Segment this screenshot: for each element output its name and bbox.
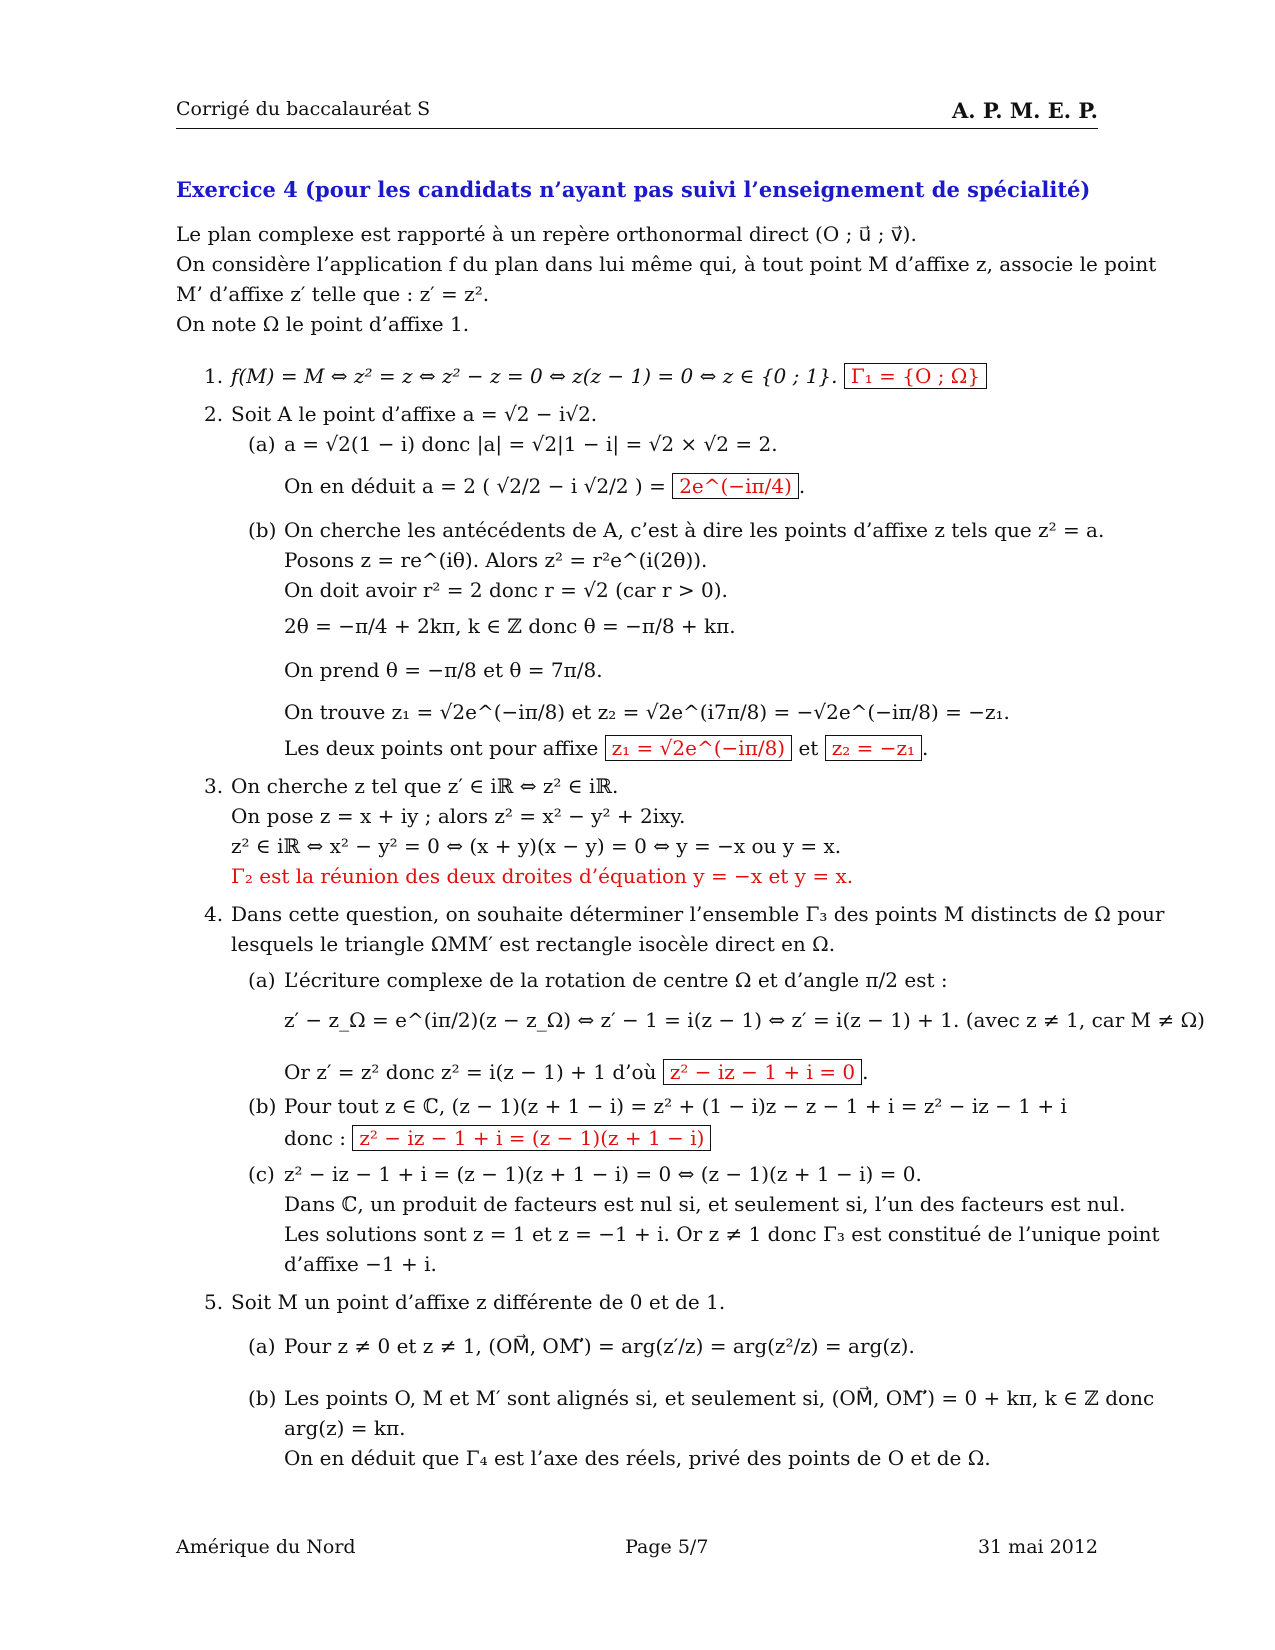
math-line-with-answer: Les deux points ont pour affixe z₁ = √2e^(−iπ/8) et z₂ = −z₁ .: [284, 736, 929, 760]
boxed-answer: z² − iz − 1 + i = (z − 1)(z + 1 − i): [352, 1125, 711, 1151]
question-text: f(M) = M ⇔ z² = z ⇔ z² − z = 0 ⇔ z(z − 1) = 0 ⇔ z ∈ {0 ; 1}.: [231, 364, 838, 388]
exercise-content: [176, 175, 1205, 1473]
boxed-answer: z₁ = √2e^(−iπ/8): [605, 735, 792, 761]
sub-label: (b): [248, 518, 277, 542]
math-line-with-answer: Or z′ = z² donc z² = i(z − 1) + 1 d’où z² − iz − 1 + i = 0 .: [284, 1060, 869, 1084]
question-number: 2.: [204, 402, 224, 426]
footer-date: 31 mai 2012: [977, 1536, 1098, 1558]
boxed-answer: z₂ = −z₁: [825, 735, 922, 761]
page-header: [176, 98, 1098, 129]
math-line: z² ∈ iℝ ⇔ x² − y² = 0 ⇔ (x + y)(x − y) = 0 ⇔ y = −x ou y = x.: [231, 834, 842, 858]
sub-question-2b: [176, 515, 1105, 763]
math-text: et: [798, 736, 819, 760]
sub-label: (a): [248, 432, 276, 456]
sub-question-5b: [176, 1383, 1155, 1473]
math-line: On cherche les antécédents de A, c’est à dire les points d’affixe z tels que z² = a.: [284, 518, 1105, 542]
question-number: 4.: [204, 902, 224, 926]
intro-line: M’ d’affixe z′ telle que : z′ = z².: [176, 282, 490, 306]
sub-question-4a: [176, 965, 1205, 1087]
exercise-title: Exercice 4 (pour les candidats n’ayant pas suivi l’enseignement de spécialité): [176, 177, 1091, 202]
math-line: On pose z = x + iy ; alors z² = x² − y² + 2ixy.: [231, 804, 686, 828]
sub-label: (a): [248, 968, 276, 992]
question-number: 5.: [204, 1290, 224, 1314]
question-5: [176, 1287, 1098, 1317]
boxed-answer: Γ₁ = {O ; Ω}: [844, 363, 987, 389]
question-number: 3.: [204, 774, 224, 798]
sub-question-4c: [176, 1159, 1160, 1279]
sub-question-2a: [176, 429, 1098, 501]
sub-question-4b: [176, 1091, 1098, 1153]
header-left: Corrigé du baccalauréat S: [176, 98, 431, 120]
question-1: [176, 361, 1098, 391]
intro-line: On note Ω le point d’affixe 1.: [176, 312, 470, 336]
answer-line: Γ₂ est la réunion des deux droites d’équation y = −x et y = x.: [231, 864, 854, 888]
math-text: On en déduit a = 2 ( √2/2 − i √2/2 ) =: [284, 474, 666, 498]
sub-label: (b): [248, 1094, 277, 1118]
math-line: a = √2(1 − i) donc |a| = √2|1 − i| = √2 × √2 = 2.: [284, 432, 778, 456]
math-line: Posons z = re^(iθ). Alors z² = r²e^(i(2θ)).: [284, 548, 708, 572]
intro-line: On considère l’application f du plan dans lui même qui, à tout point M d’affixe z, associe le point: [176, 252, 1157, 276]
math-line: On trouve z₁ = √2e^(−iπ/8) et z₂ = √2e^(i7π/8) = −√2e^(−iπ/8) = −z₁.: [284, 700, 1010, 724]
question-4: [176, 899, 1165, 959]
math-line: On en déduit que Γ₄ est l’axe des réels, privé des points de O et de Ω.: [284, 1446, 991, 1470]
footer-left: Amérique du Nord: [176, 1536, 356, 1558]
question-text: lesquels le triangle ΩMM′ est rectangle isocèle direct en Ω.: [231, 932, 836, 956]
question-number: 1.: [204, 364, 224, 388]
math-line-with-answer: [284, 1123, 1098, 1153]
sub-label: (c): [248, 1162, 275, 1186]
intro-line: Le plan complexe est rapporté à un repère orthonormal direct (O ; u⃗ ; v⃗).: [176, 222, 917, 246]
math-line: 2θ = −π/4 + 2kπ, k ∈ ℤ donc θ = −π/8 + kπ.: [284, 614, 736, 638]
question-3: [176, 771, 1098, 891]
boxed-answer: z² − iz − 1 + i = 0: [663, 1059, 862, 1085]
footer-page-number: Page 5/7: [625, 1536, 709, 1558]
question-text: Soit M un point d’affixe z différente de 0 et de 1.: [231, 1290, 726, 1314]
math-text: Les deux points ont pour affixe: [284, 736, 599, 760]
math-line-with-answer: On en déduit a = 2 ( √2/2 − i √2/2 ) = 2e^(−iπ/4) .: [284, 474, 806, 498]
math-line: Les solutions sont z = 1 et z = −1 + i. Or z ≠ 1 donc Γ₃ est constitué de l’unique point: [284, 1222, 1160, 1246]
math-line: z² − iz − 1 + i = (z − 1)(z + 1 − i) = 0 ⇔ (z − 1)(z + 1 − i) = 0.: [284, 1162, 922, 1186]
math-line: arg(z) = kπ.: [284, 1416, 406, 1440]
math-line: Les points O, M et M′ sont alignés si, et seulement si, (OM⃗, OM′⃗) = 0 + kπ, k ∈ ℤ donc: [284, 1386, 1155, 1410]
math-line: Pour z ≠ 0 et z ≠ 1, (OM⃗, OM′⃗) = arg(z′/z) = arg(z²/z) = arg(z).: [284, 1334, 915, 1358]
sub-label: (a): [248, 1334, 276, 1358]
math-line: On doit avoir r² = 2 donc r = √2 (car r > 0).: [284, 578, 728, 602]
sub-question-5a: [176, 1331, 1098, 1361]
math-text: donc :: [284, 1126, 347, 1150]
question-2: [176, 399, 1098, 429]
math-text: Or z′ = z² donc z² = i(z − 1) + 1 d’où: [284, 1060, 657, 1084]
math-line: z′ − z_Ω = e^(iπ/2)(z − z_Ω) ⇔ z′ − 1 = i(z − 1) ⇔ z′ = i(z − 1) + 1. (avec z ≠ 1, car M ≠ Ω): [284, 1008, 1205, 1032]
boxed-answer: 2e^(−iπ/4): [672, 473, 799, 499]
math-line: Pour tout z ∈ ℂ, (z − 1)(z + 1 − i) = z² + (1 − i)z − z − 1 + i = z² − iz − 1 + i: [284, 1094, 1067, 1118]
math-line: d’affixe −1 + i.: [284, 1252, 437, 1276]
page-footer: [176, 1536, 1098, 1558]
math-line: L’écriture complexe de la rotation de centre Ω et d’angle π/2 est :: [284, 968, 948, 992]
question-text: Dans cette question, on souhaite déterminer l’ensemble Γ₃ des points M distincts de Ω pour: [231, 902, 1165, 926]
math-line: On prend θ = −π/8 et θ = 7π/8.: [284, 658, 603, 682]
question-text: Soit A le point d’affixe a = √2 − i√2.: [231, 402, 598, 426]
sub-label: (b): [248, 1386, 277, 1410]
math-line: Dans ℂ, un produit de facteurs est nul si, et seulement si, l’un des facteurs est nul.: [284, 1192, 1126, 1216]
math-line: On cherche z tel que z′ ∈ iℝ ⇔ z² ∈ iℝ.: [231, 774, 619, 798]
header-right: A. P. M. E. P.: [952, 98, 1098, 123]
